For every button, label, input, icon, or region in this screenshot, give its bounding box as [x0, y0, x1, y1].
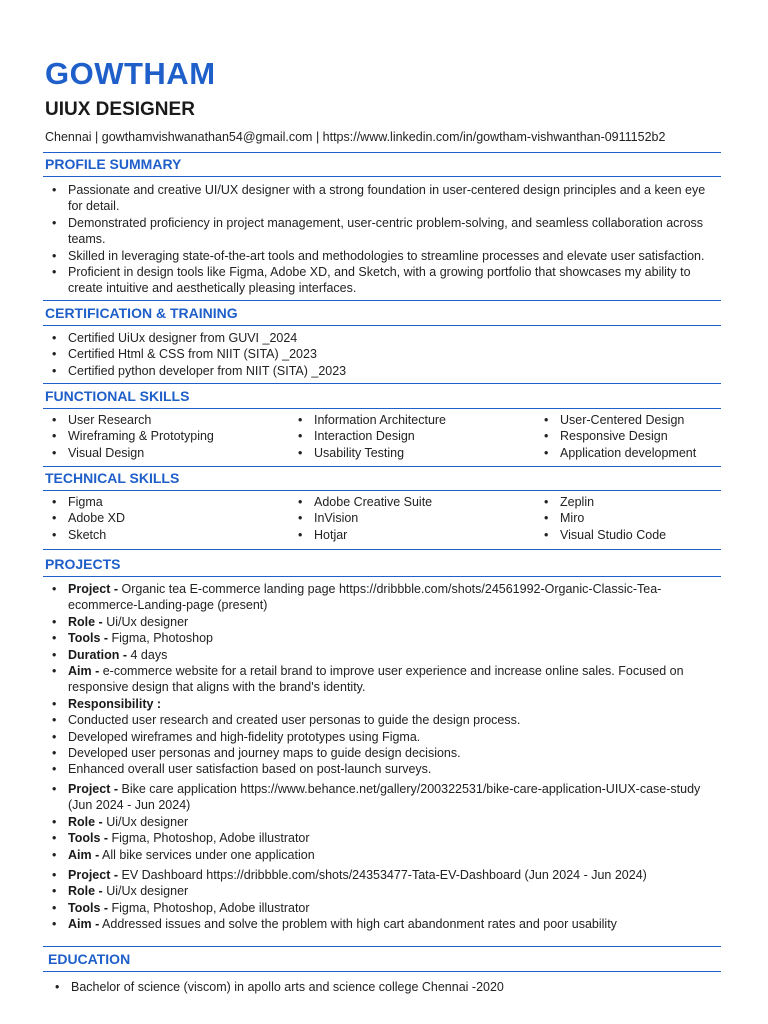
responsibility-item: • Conducted user research and created user personas to guide the design process. [46, 712, 722, 728]
skill-item: • User Research [46, 412, 214, 428]
role-label: Role - [68, 884, 103, 899]
role-label: Role - [68, 614, 103, 629]
divider [43, 946, 721, 947]
section-heading-profile: PROFILE SUMMARY [45, 156, 182, 172]
tools-value: Figma, Photoshop [108, 631, 213, 646]
divider [43, 176, 721, 177]
skill-item: • Wireframing & Prototyping [46, 428, 214, 444]
tools-value: Figma, Photoshop, Adobe illustrator [108, 900, 310, 915]
functional-skills-col-3 [538, 412, 696, 461]
section-heading-projects: PROJECTS [45, 556, 121, 572]
divider [43, 576, 721, 577]
skill-item: • Interaction Design [292, 428, 446, 444]
responsibility-label: Responsibility : [68, 696, 162, 711]
skill-item: • Zeplin [538, 494, 666, 510]
project-label: Project - [68, 868, 119, 882]
technical-skills-col-2 [292, 494, 432, 543]
skill-item: • Visual Studio Code [538, 527, 666, 543]
project-tools [46, 900, 722, 916]
duration-label: Duration - [68, 647, 128, 662]
role-value: Ui/Ux designer [102, 814, 189, 829]
aim-label: Aim - [68, 664, 100, 679]
skill-item: • User-Centered Design [538, 412, 696, 428]
technical-skills-col-3 [538, 494, 666, 543]
project-value: Bike care application https://www.behance.net/gallery/200322531/bike-care-application-UIUX-case-study (Jun 2024 - Jun 2024) [68, 782, 701, 813]
section-heading-functional-skills: FUNCTIONAL SKILLS [45, 388, 190, 404]
project-aim [46, 663, 722, 696]
skill-item: • Adobe Creative Suite [292, 494, 432, 510]
skill-item: • Responsive Design [538, 428, 696, 444]
divider [43, 490, 721, 491]
divider [43, 383, 721, 384]
skill-item: • Application development [538, 445, 696, 461]
project-1 [46, 581, 722, 778]
role-value: Ui/Ux designer [102, 614, 189, 629]
aim-value: e-commerce website for a retail brand to improve user experience and increase online sales. Focused on responsive design that aligns with the brand's identity. [68, 664, 684, 695]
skill-item: • InVision [292, 510, 432, 526]
functional-skills-col-1 [46, 412, 214, 461]
skill-item: • Adobe XD [46, 510, 125, 526]
role-value: Ui/Ux designer [102, 884, 189, 899]
project-tools [46, 830, 722, 846]
project-label: Project - [68, 782, 119, 796]
project-aim [46, 916, 722, 932]
education-list [49, 979, 725, 995]
skill-item: • Usability Testing [292, 445, 446, 461]
divider [43, 971, 721, 972]
list-item: • Certified UiUx designer from GUVI _2024 [46, 330, 722, 346]
project-role [46, 883, 722, 899]
project-name [46, 867, 722, 883]
list-item: • Bachelor of science (viscom) in apollo arts and science college Chennai -2020 [49, 979, 725, 995]
section-heading-technical-skills: TECHNICAL SKILLS [45, 470, 180, 486]
functional-skills-col-2 [292, 412, 446, 461]
aim-label: Aim - [68, 917, 100, 932]
job-title: UIUX DESIGNER [45, 99, 195, 120]
project-2 [46, 781, 722, 863]
project-responsibility [46, 696, 722, 712]
list-item: • Certified Html & CSS from NIIT (SITA) _2023 [46, 346, 722, 362]
tools-label: Tools - [68, 631, 109, 646]
project-3 [46, 867, 722, 933]
aim-value: Addressed issues and solve the problem with high cart abandonment rates and poor usability [99, 917, 617, 932]
skill-item: • Sketch [46, 527, 125, 543]
responsibility-item: • Developed wireframes and high-fidelity prototypes using Figma. [46, 729, 722, 745]
skill-item: • Information Architecture [292, 412, 446, 428]
divider [43, 152, 721, 153]
skill-item: • Hotjar [292, 527, 432, 543]
divider [43, 300, 721, 301]
responsibility-item: • Developed user personas and journey maps to guide design decisions. [46, 745, 722, 761]
skill-item: • Figma [46, 494, 125, 510]
tools-label: Tools - [68, 831, 109, 846]
skill-item: • Miro [538, 510, 666, 526]
duration-value: 4 days [127, 647, 168, 662]
project-value: Organic tea E-commerce landing page https://dribbble.com/shots/24561992-Organic-Classic-Tea-ecommerce-Landing-page (present) [68, 582, 662, 613]
list-item: • Proficient in design tools like Figma, Adobe XD, and Sketch, with a growing portfolio that showcases my ability to create intuitive and aesthetically pleasing interfaces. [46, 264, 722, 297]
section-heading-education: EDUCATION [48, 951, 131, 967]
divider [43, 408, 721, 409]
project-tools [46, 630, 722, 646]
aim-label: Aim - [68, 847, 100, 862]
tools-label: Tools - [68, 900, 109, 915]
profile-list [46, 182, 722, 297]
list-item: • Certified python developer from NIIT (SITA) _2023 [46, 363, 722, 379]
candidate-name: GOWTHAM [45, 56, 216, 91]
divider [43, 466, 721, 467]
aim-value: All bike services under one application [99, 847, 315, 862]
project-aim [46, 847, 722, 863]
project-name [46, 581, 722, 614]
list-item: • Demonstrated proficiency in project management, user-centric problem-solving, and seamless collaboration across teams. [46, 215, 722, 248]
project-duration [46, 647, 722, 663]
list-item: • Passionate and creative UI/UX designer with a strong foundation in user-centered design principles and a keen eye for detail. [46, 182, 722, 215]
divider [43, 549, 721, 550]
project-label: Project - [68, 582, 119, 596]
contact-line: Chennai | gowthamvishwanathan54@gmail.com | https://www.linkedin.com/in/gowtham-vishwanthan-0911152b2 [45, 130, 666, 144]
technical-skills-col-1 [46, 494, 125, 543]
responsibility-item: • Enhanced overall user satisfaction based on post-launch surveys. [46, 761, 722, 777]
tools-value: Figma, Photoshop, Adobe illustrator [108, 831, 310, 846]
skill-item: • Visual Design [46, 445, 214, 461]
project-role [46, 614, 722, 630]
divider [43, 325, 721, 326]
list-item: • Skilled in leveraging state-of-the-art tools and methodologies to streamline processes and elevate user satisfaction. [46, 248, 722, 264]
project-role [46, 814, 722, 830]
certification-list [46, 330, 722, 379]
project-name [46, 781, 722, 814]
project-value: EV Dashboard https://dribbble.com/shots/24353477-Tata-EV-Dashboard (Jun 2024 - Jun 2024) [118, 868, 647, 882]
section-heading-certification: CERTIFICATION & TRAINING [45, 305, 238, 321]
role-label: Role - [68, 814, 103, 829]
